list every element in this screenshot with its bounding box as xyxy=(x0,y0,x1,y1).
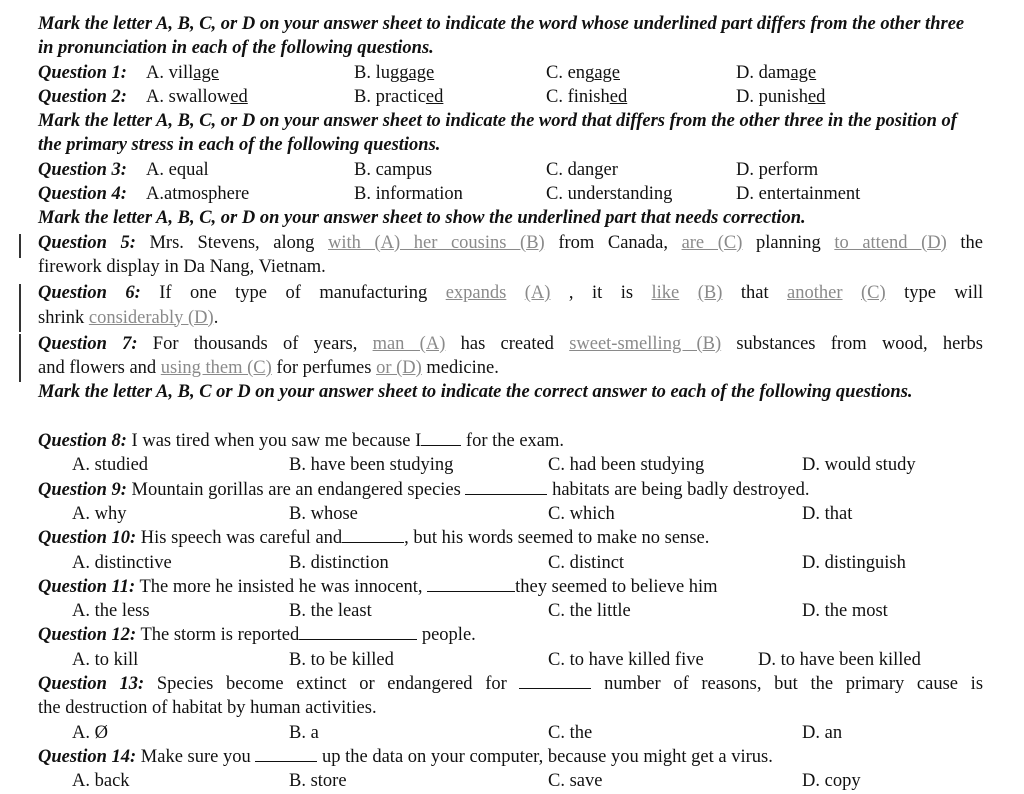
exam-page xyxy=(38,12,983,794)
question-number: 6: xyxy=(125,283,141,304)
question-5 xyxy=(38,231,983,255)
question-4 xyxy=(38,182,983,206)
question-text: for the exam. xyxy=(465,431,565,452)
option-text: B. lugg xyxy=(354,62,409,83)
error-option-b[interactable]: like xyxy=(651,283,680,304)
question-10-options xyxy=(38,551,983,575)
underlined-part: age xyxy=(408,62,435,83)
option-d[interactable]: D. copy xyxy=(802,771,861,792)
option-text: A. swallow xyxy=(146,86,231,107)
question-14 xyxy=(38,745,983,769)
option-c[interactable]: C. which xyxy=(548,503,615,524)
answer-blank[interactable] xyxy=(465,479,547,495)
option-b[interactable]: B. information xyxy=(354,184,463,205)
question-text: For thousands of years, xyxy=(152,333,358,354)
question-word: , xyxy=(568,283,574,304)
question-14-options xyxy=(38,769,983,793)
option-a[interactable]: A. the less xyxy=(72,601,150,622)
option-a[interactable]: A. why xyxy=(72,503,127,524)
question-5-cont xyxy=(38,255,983,279)
answer-blank[interactable] xyxy=(255,746,317,762)
option-c[interactable]: C. save xyxy=(548,771,603,792)
option-a[interactable] xyxy=(146,85,248,109)
question-word: type xyxy=(904,283,936,304)
option-text: D. dam xyxy=(736,62,791,83)
option-d[interactable]: D. to have been killed xyxy=(758,649,921,670)
question-12-options xyxy=(38,648,983,672)
question-label: Question 7: xyxy=(38,333,138,354)
question-label: Question 2: xyxy=(38,86,127,107)
option-a[interactable]: A.atmosphere xyxy=(146,184,250,205)
question-text: up the data on your computer, because you might get a virus. xyxy=(322,746,773,767)
question-label: Question 10: xyxy=(38,528,137,549)
margin-bar xyxy=(19,334,21,382)
question-6-cont xyxy=(38,306,983,330)
question-label: Question 11: xyxy=(38,576,136,597)
option-c[interactable]: C. understanding xyxy=(546,184,673,205)
error-option-a-letter[interactable]: (A) xyxy=(524,283,551,304)
question-text: number of reasons, but the primary cause is xyxy=(604,674,984,695)
option-c[interactable]: C. the little xyxy=(548,601,631,622)
option-c[interactable]: C. the xyxy=(548,722,593,743)
question-text: The storm is reported xyxy=(140,625,300,646)
option-b[interactable]: B. have been studying xyxy=(289,455,454,476)
question-9-options xyxy=(38,502,983,526)
underlined-part: age xyxy=(594,62,620,83)
error-option-d[interactable]: to attend (D) xyxy=(834,232,947,253)
question-text: firework display in Da Nang, Vietnam. xyxy=(38,256,326,277)
question-word: will xyxy=(954,283,984,304)
option-c[interactable] xyxy=(546,85,627,109)
option-b[interactable]: B. a xyxy=(289,722,319,743)
option-b[interactable] xyxy=(354,61,434,85)
option-a[interactable] xyxy=(146,61,219,85)
question-1 xyxy=(38,61,983,85)
option-text: D. punish xyxy=(736,86,808,107)
error-option-a[interactable]: expands xyxy=(445,283,507,304)
question-text: Mrs. Stevens, along xyxy=(149,232,315,253)
question-text: The more he insisted he was innocent, xyxy=(139,576,423,597)
question-3 xyxy=(38,158,983,182)
question-label: Question 12: xyxy=(38,625,137,646)
underlined-part: ed xyxy=(807,86,826,107)
question-2 xyxy=(38,85,983,109)
option-b[interactable]: B. campus xyxy=(354,159,433,180)
question-label: Question 1: xyxy=(38,62,127,83)
question-text: and flowers and xyxy=(38,358,157,379)
option-b[interactable] xyxy=(354,85,443,109)
question-label: Question 9: xyxy=(38,479,127,500)
question-text: substances from wood, herbs xyxy=(736,333,983,354)
option-a[interactable]: A. studied xyxy=(72,455,149,476)
question-7-cont xyxy=(38,356,983,380)
option-d[interactable]: D. an xyxy=(802,722,843,743)
question-label: Question 13: xyxy=(38,674,145,695)
question-text: . xyxy=(213,307,219,328)
question-label: Question xyxy=(38,283,107,304)
option-c[interactable]: C. had been studying xyxy=(548,455,705,476)
option-d[interactable]: D. perform xyxy=(736,159,819,180)
option-c[interactable]: C. danger xyxy=(546,159,618,180)
option-b[interactable]: B. whose xyxy=(289,503,358,524)
question-label: Question 8: xyxy=(38,431,127,452)
question-11 xyxy=(38,575,983,599)
question-text: Make sure you xyxy=(140,746,251,767)
question-label: Question 14: xyxy=(38,746,137,767)
question-text: from Canada, xyxy=(558,232,668,253)
question-text: I was tired when you saw me because I xyxy=(131,431,422,452)
answer-blank[interactable] xyxy=(519,673,591,689)
question-7 xyxy=(38,332,983,356)
question-word: one xyxy=(190,283,217,304)
question-text: they seemed to believe him xyxy=(515,576,718,597)
question-word: If xyxy=(159,283,172,304)
question-text: the destruction of habitat by human activities. xyxy=(38,698,377,719)
question-text: habitats are being badly destroyed. xyxy=(552,479,810,500)
error-option-d[interactable]: considerably (D) xyxy=(88,307,214,328)
option-text: C. eng xyxy=(546,62,595,83)
error-option-a[interactable]: man (A) xyxy=(372,333,446,354)
question-text: people. xyxy=(421,625,476,646)
section-instruction: Mark the letter A, B, C, or D on your answer sheet to show the underlined part that needs correction. xyxy=(38,208,806,229)
margin-bar xyxy=(19,284,21,332)
question-text: Mountain gorillas are an endangered species xyxy=(131,479,461,500)
question-label: Question 3: xyxy=(38,159,127,180)
error-option-c-letter[interactable]: (C) xyxy=(860,283,886,304)
option-text: C. finish xyxy=(546,86,610,107)
option-text: A. vill xyxy=(146,62,194,83)
question-12 xyxy=(38,623,983,647)
underlined-part: age xyxy=(193,62,219,83)
option-b[interactable]: B. distinction xyxy=(289,552,389,573)
option-c[interactable]: C. to have killed five xyxy=(548,649,704,670)
option-d[interactable]: D. the most xyxy=(802,601,888,622)
error-option-b-letter[interactable]: (B) xyxy=(697,283,723,304)
question-label: Question 5: xyxy=(38,232,136,253)
question-text: has created xyxy=(460,333,554,354)
section-instruction: Mark the letter A, B, C or D on your answer sheet to indicate the correct answer to each of the following questions. xyxy=(38,382,913,403)
error-option-a-b[interactable]: with (A) her cousins (B) xyxy=(327,232,545,253)
answer-blank[interactable] xyxy=(342,527,404,543)
option-d[interactable]: D. would study xyxy=(802,455,916,476)
option-a[interactable]: A. Ø xyxy=(72,722,108,743)
underlined-part: ed xyxy=(425,86,444,107)
option-text: B. practic xyxy=(354,86,426,107)
question-10 xyxy=(38,526,983,550)
underlined-part: age xyxy=(790,62,817,83)
question-text: medicine. xyxy=(426,358,499,379)
section-instruction: Mark the letter A, B, C, or D on your answer sheet to indicate the word that differs from the other three in the position of the primary stress in each of the following questions. xyxy=(38,111,957,156)
question-13-cont xyxy=(38,696,983,720)
option-d[interactable] xyxy=(736,61,816,85)
error-option-d[interactable]: or (D) xyxy=(376,358,422,379)
error-option-c[interactable]: are (C) xyxy=(681,232,743,253)
option-d[interactable]: D. distinguish xyxy=(802,552,906,573)
answer-blank[interactable] xyxy=(299,624,417,640)
error-option-c[interactable]: using them (C) xyxy=(160,358,272,379)
question-6 xyxy=(38,281,983,305)
question-text: , but his words seemed to make no sense. xyxy=(404,528,710,549)
question-13-options xyxy=(38,721,983,745)
question-word: type xyxy=(235,283,268,304)
question-13 xyxy=(38,672,983,696)
question-text: Species become extinct or endangered for xyxy=(156,674,507,695)
question-8 xyxy=(38,429,983,453)
question-text: the xyxy=(960,232,984,253)
question-word: that xyxy=(740,283,769,304)
question-8-options xyxy=(38,453,983,477)
margin-bar xyxy=(19,234,21,258)
option-a[interactable]: A. distinctive xyxy=(72,552,172,573)
question-word: of xyxy=(285,283,301,304)
question-word: manufacturing xyxy=(319,283,428,304)
option-c[interactable]: C. distinct xyxy=(548,552,625,573)
option-c[interactable] xyxy=(546,61,620,85)
option-a[interactable]: A. back xyxy=(72,771,130,792)
option-d[interactable] xyxy=(736,85,825,109)
option-b[interactable]: B. store xyxy=(289,771,347,792)
error-option-c[interactable]: another xyxy=(787,283,843,304)
option-a[interactable]: A. to kill xyxy=(72,649,139,670)
option-d[interactable]: D. entertainment xyxy=(736,184,861,205)
question-text: His speech was careful and xyxy=(140,528,343,549)
answer-blank[interactable] xyxy=(421,430,461,446)
question-9 xyxy=(38,478,983,502)
option-a[interactable]: A. equal xyxy=(146,159,209,180)
option-b[interactable]: B. the least xyxy=(289,601,372,622)
underlined-part: ed xyxy=(609,86,628,107)
section-instruction: Mark the letter A, B, C, or D on your answer sheet to indicate the word whose underlined part differs from the other three in pronunciation in each of the following questions. xyxy=(38,14,965,59)
question-text: for perfumes xyxy=(276,358,372,379)
underlined-part: ed xyxy=(230,86,248,107)
question-11-options xyxy=(38,599,983,623)
answer-blank[interactable] xyxy=(427,576,515,592)
question-label: Question 4: xyxy=(38,184,127,205)
question-text: planning xyxy=(756,232,821,253)
question-word: is xyxy=(620,283,634,304)
question-word: it xyxy=(591,283,603,304)
option-d[interactable]: D. that xyxy=(802,503,853,524)
question-text: shrink xyxy=(38,307,85,328)
option-b[interactable]: B. to be killed xyxy=(289,649,394,670)
error-option-b[interactable]: sweet-smelling (B) xyxy=(569,333,722,354)
